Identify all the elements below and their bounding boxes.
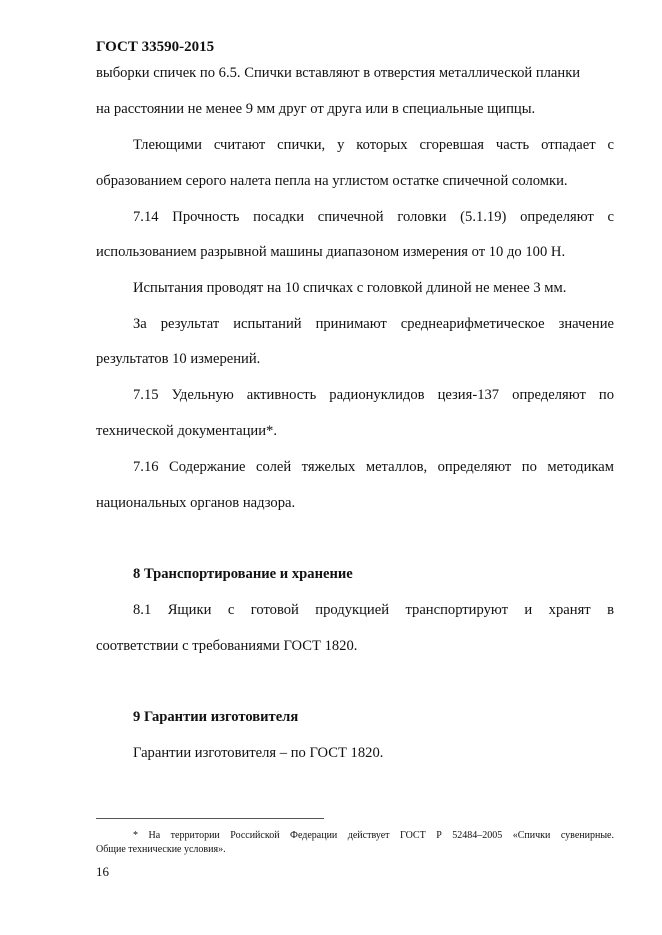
body-line: 7.14 Прочность посадки спичечной головки (5.1.19) определяют с: [133, 209, 614, 225]
body-line: 7.16 Содержание солей тяжелых металлов, определяют по методикам: [133, 459, 614, 475]
footnote-divider: [96, 818, 324, 819]
body-line: технической документации*.: [96, 423, 277, 439]
body-line: 7.15 Удельную активность радионуклидов цезия-137 определяют по: [133, 387, 614, 403]
body-line: образованием серого налета пепла на углистом остатке спичечной соломки.: [96, 173, 568, 189]
body-line: результатов 10 измерений.: [96, 351, 261, 367]
body-line: Тлеющими считают спички, у которых сгоревшая часть отпадает с: [133, 137, 614, 153]
page-number: 16: [96, 864, 109, 879]
body-line: использованием разрывной машины диапазоном измерения от 10 до 100 Н.: [96, 244, 566, 260]
section-heading-8: 8 Транспортирование и хранение: [133, 566, 353, 582]
body-line: Гарантии изготовителя – по ГОСТ 1820.: [133, 745, 384, 761]
body-line: на расстоянии не менее 9 мм друг от друга или в специальные щипцы.: [96, 101, 536, 117]
body-line: соответствии с требованиями ГОСТ 1820.: [96, 638, 358, 654]
footnote-line: * На территории Российской Федерации действует ГОСТ Р 52484–2005 «Спички сувенирные.: [133, 830, 614, 841]
footnote-line: Общие технические условия».: [96, 844, 226, 855]
body-line: Испытания проводят на 10 спичках с головкой длиной не менее 3 мм.: [133, 280, 567, 296]
body-line: выборки спичек по 6.5. Спички вставляют в отверстия металлической планки: [96, 65, 581, 81]
document-header: ГОСТ 33590-2015: [96, 39, 215, 55]
section-heading-9: 9 Гарантии изготовителя: [133, 709, 299, 725]
body-line: За результат испытаний принимают среднеарифметическое значение: [133, 316, 614, 332]
body-line: национальных органов надзора.: [96, 495, 296, 511]
body-line: 8.1 Ящики с готовой продукцией транспортируют и хранят в: [133, 602, 614, 618]
